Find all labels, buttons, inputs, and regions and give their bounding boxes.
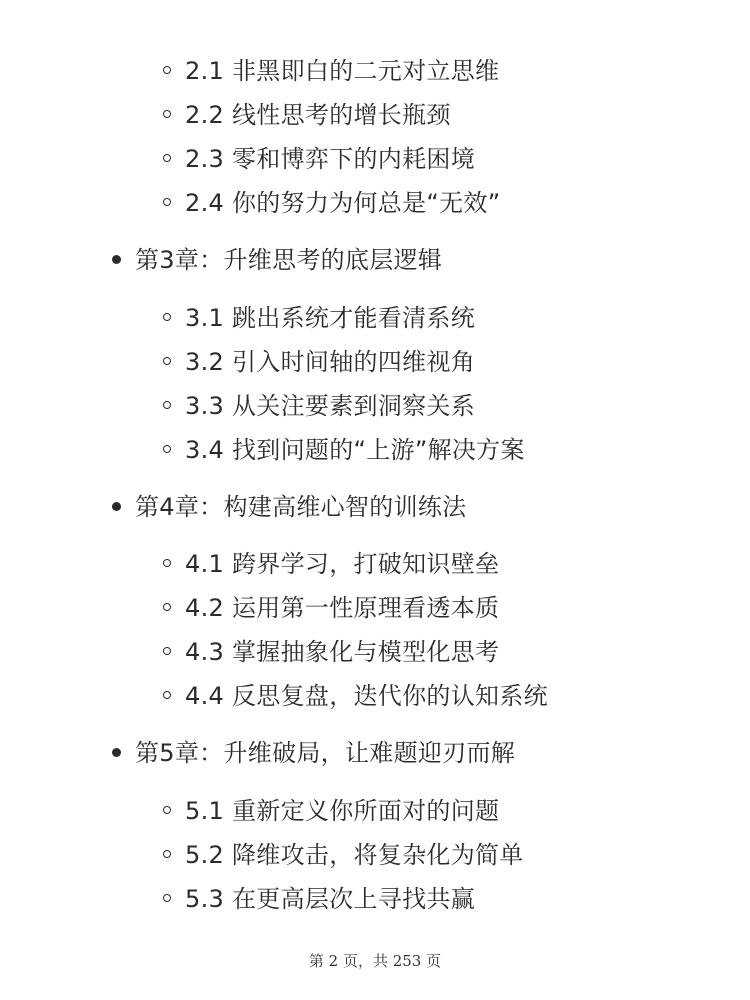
toc-section-4-4	[163, 680, 548, 712]
toc-section-label: 3.3 从关注要素到洞察关系	[185, 392, 475, 420]
toc-section-label: 5.2 降维攻击，将复杂化为简单	[185, 841, 524, 869]
hollow-bullet-icon	[163, 894, 171, 902]
toc-section-5-1	[163, 795, 499, 827]
toc-section-2-1	[163, 55, 499, 87]
toc-section-2-2	[163, 99, 451, 131]
toc-section-label: 2.1 非黑即白的二元对立思维	[185, 57, 500, 85]
toc-section-5-2	[163, 839, 524, 871]
hollow-bullet-icon	[163, 445, 171, 453]
toc-section-3-3	[163, 390, 475, 422]
toc-section-label: 4.3 掌握抽象化与模型化思考	[185, 638, 500, 666]
toc-section-5-3	[163, 883, 475, 915]
hollow-bullet-icon	[163, 806, 171, 814]
hollow-bullet-icon	[163, 313, 171, 321]
hollow-bullet-icon	[163, 154, 171, 162]
toc-section-3-1	[163, 302, 475, 334]
page-number-footer: 第 2 页，共 253 页	[308, 952, 442, 970]
toc-section-3-4	[163, 434, 525, 466]
hollow-bullet-icon	[163, 110, 171, 118]
toc-chapter-5	[112, 737, 515, 769]
hollow-bullet-icon	[163, 401, 171, 409]
hollow-bullet-icon	[163, 603, 171, 611]
toc-chapter-label: 第4章：构建高维心智的训练法	[135, 493, 467, 521]
toc-chapter-label: 第3章：升维思考的底层逻辑	[135, 246, 443, 274]
hollow-bullet-icon	[163, 66, 171, 74]
toc-section-4-3	[163, 636, 499, 668]
toc-section-3-2	[163, 346, 475, 378]
toc-section-label: 3.2 引入时间轴的四维视角	[185, 348, 475, 376]
toc-section-2-3	[163, 143, 475, 175]
filled-bullet-icon	[112, 748, 121, 757]
hollow-bullet-icon	[163, 357, 171, 365]
filled-bullet-icon	[112, 502, 121, 511]
toc-section-label: 4.1 跨界学习，打破知识壁垒	[185, 550, 500, 578]
toc-section-label: 3.1 跳出系统才能看清系统	[185, 304, 475, 332]
toc-section-label: 2.4 你的努力为何总是“无效”	[185, 189, 501, 217]
hollow-bullet-icon	[163, 850, 171, 858]
toc-section-label: 5.1 重新定义你所面对的问题	[185, 797, 500, 825]
toc-section-label: 2.2 线性思考的增长瓶颈	[185, 101, 451, 129]
toc-section-label: 4.2 运用第一性原理看透本质	[185, 594, 500, 622]
toc-section-4-2	[163, 592, 499, 624]
toc-section-label: 2.3 零和博弈下的内耗困境	[185, 145, 475, 173]
toc-section-label: 5.3 在更高层次上寻找共赢	[185, 885, 475, 913]
hollow-bullet-icon	[163, 647, 171, 655]
toc-chapter-label: 第5章：升维破局，让难题迎刃而解	[135, 739, 516, 767]
toc-section-2-4	[163, 187, 500, 219]
filled-bullet-icon	[112, 255, 121, 264]
toc-chapter-4	[112, 491, 466, 523]
hollow-bullet-icon	[163, 691, 171, 699]
toc-section-label: 3.4 找到问题的“上游”解决方案	[185, 436, 525, 464]
hollow-bullet-icon	[163, 198, 171, 206]
toc-section-label: 4.4 反思复盘，迭代你的认知系统	[185, 682, 548, 710]
toc-section-4-1	[163, 548, 499, 580]
hollow-bullet-icon	[163, 559, 171, 567]
toc-chapter-3	[112, 244, 442, 276]
